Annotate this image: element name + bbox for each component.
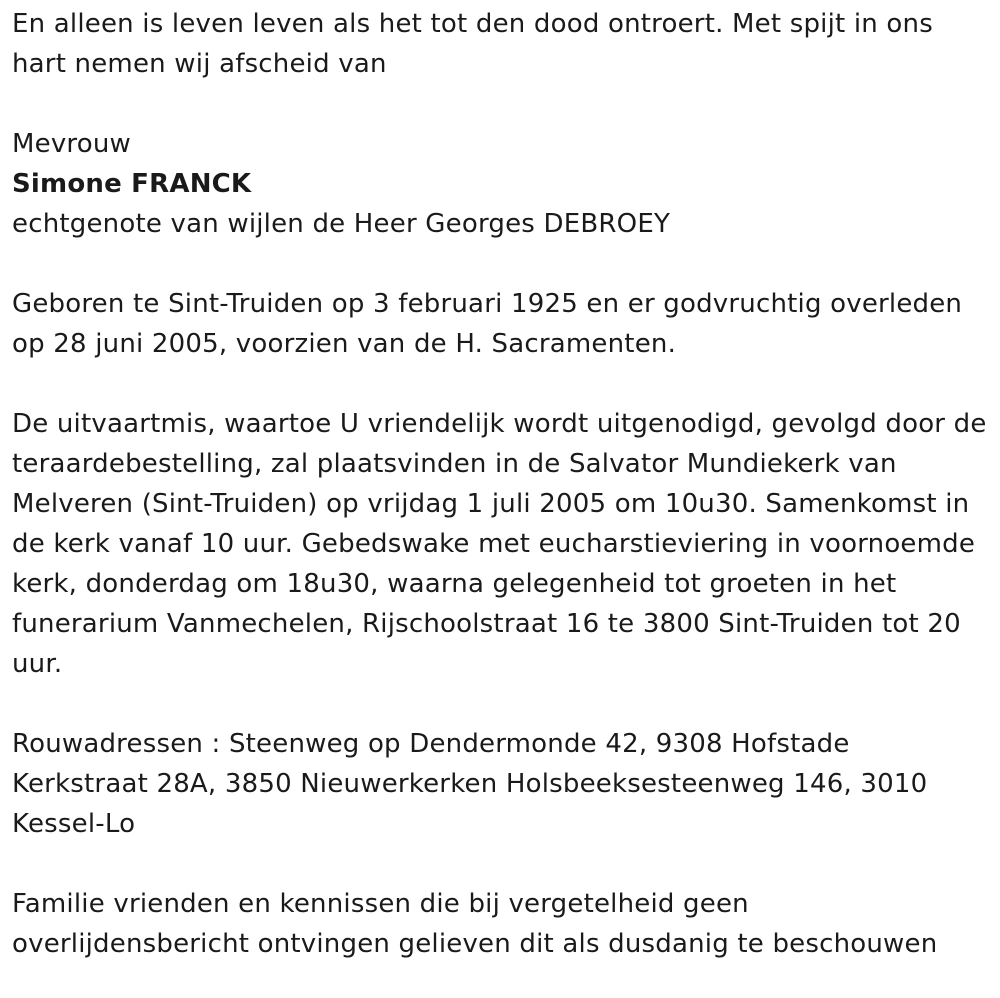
deceased-name: Simone FRANCK	[12, 169, 252, 199]
spacer	[12, 84, 988, 124]
ceremony-paragraph: De uitvaartmis, waartoe U vriendelijk wordt uitgenodigd, gevolgd door de teraardebestelling, zal plaatsvinden in de Salvator Mundiekerk van Melveren (Sint-Truiden) op vrijdag 1 juli 2005 om 10u30. Samenkomst in de kerk vanaf 10 uur. Gebedswake met eucharstieviering in voornoemde kerk, donderdag om 18u30, waarna gelegenheid tot groeten in het funerarium Vanmechelen, Rijschoolstraat 16 te 3800 Sint-Truiden tot 20 uur.	[12, 409, 987, 679]
addresses-paragraph: Rouwadressen : Steenweg op Dendermonde 42, 9308 Hofstade Kerkstraat 28A, 3850 Nieuwerkerken Holsbeeksesteenweg 146, 3010 Kessel-Lo	[12, 729, 928, 839]
spacer	[12, 364, 988, 404]
spacer	[12, 844, 988, 884]
spacer	[12, 684, 988, 724]
closing-paragraph: Familie vrienden en kennissen die bij vergetelheid geen overlijdensbericht ontvingen gelieven dit als dusdanig te beschouwen	[12, 889, 938, 959]
salutation: Mevrouw	[12, 129, 131, 159]
spouse-line: echtgenote van wijlen de Heer Georges DEBROEY	[12, 209, 671, 239]
intro-paragraph: En alleen is leven leven als het tot den dood ontroert. Met spijt in ons hart nemen wij afscheid van	[12, 9, 933, 79]
spacer	[12, 244, 988, 284]
birth-death-paragraph: Geboren te Sint-Truiden op 3 februari 1925 en er godvruchtig overleden op 28 juni 2005, voorzien van de H. Sacramenten.	[12, 289, 963, 359]
